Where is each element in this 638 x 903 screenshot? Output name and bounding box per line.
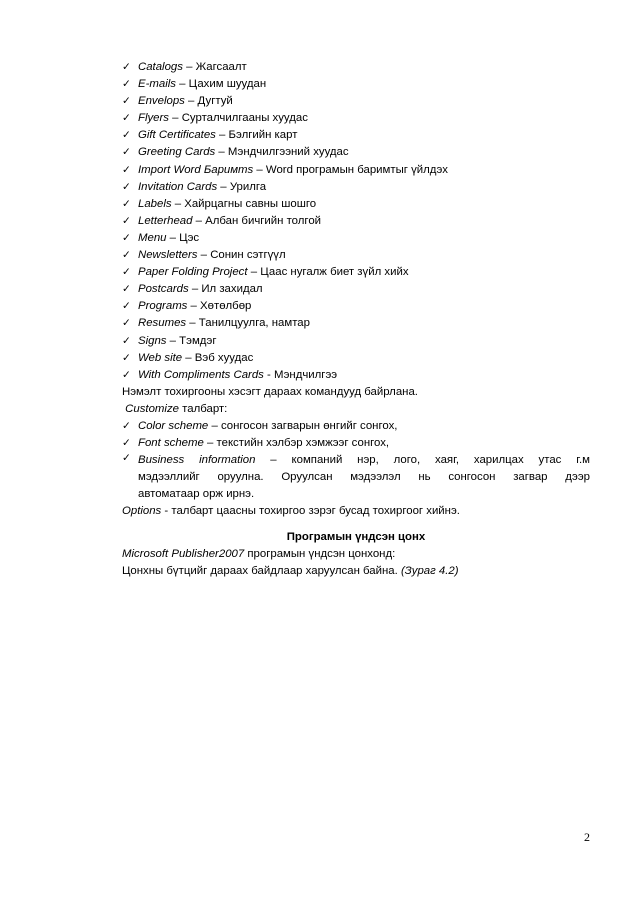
checkmark-icon: ✓ (122, 146, 131, 159)
template-list-item (122, 127, 590, 144)
business-line-1 (138, 452, 590, 469)
checkmark-icon: ✓ (122, 419, 131, 432)
checkmark-icon: ✓ (122, 231, 131, 244)
template-list-description: Хайрцагны савны шошго (184, 197, 317, 210)
checkmark-icon: ✓ (122, 249, 131, 262)
template-list-term: Menu (138, 231, 167, 244)
template-list-description: Цахим шуудан (188, 78, 267, 91)
template-list-item-text (138, 298, 251, 315)
template-list-term: Labels (138, 197, 172, 210)
template-list-separator: – (169, 112, 182, 125)
template-list-description: Тэмдэг (179, 334, 217, 347)
figure-reference: (Зураг 4.2) (400, 564, 459, 577)
checkmark-icon: ✓ (122, 180, 131, 193)
customize-list-separator: – (208, 419, 221, 432)
template-list-term: Paper Folding Project (138, 266, 248, 279)
template-list-separator: – (187, 300, 201, 313)
page-content (122, 59, 590, 580)
template-list-separator: – (247, 266, 261, 279)
template-list-item-text (138, 127, 297, 144)
template-list-description: Ил захидал (201, 283, 263, 296)
page-number: 2 (584, 830, 590, 844)
template-list-item (122, 281, 590, 298)
template-list-term: Web site (138, 351, 183, 364)
template-list-item (122, 298, 590, 315)
template-list-item-text (138, 367, 337, 384)
business-term: Business information (138, 454, 256, 467)
template-list-item-text (138, 350, 253, 367)
customize-list-term: Color scheme (138, 419, 209, 432)
template-list-description: Урилга (229, 180, 267, 193)
section-heading: Програмын үндсэн цонх (286, 530, 426, 543)
options-term: Options (122, 505, 162, 518)
template-list-term: Import Word Баримms (138, 163, 254, 176)
checkmark-icon: ✓ (122, 214, 131, 227)
template-list-separator: – (166, 334, 180, 347)
template-list-description: Албан бичгийн толгой (205, 214, 322, 227)
template-list-item-text (138, 144, 349, 161)
template-list-term: Letterhead (138, 214, 193, 227)
customize-term: Customize (125, 402, 179, 415)
template-list-item (122, 76, 590, 93)
template-list-separator: – (182, 351, 195, 364)
template-list-item (122, 179, 590, 196)
template-list-separator: – (188, 283, 202, 296)
checkmark-icon: ✓ (122, 452, 131, 465)
template-list-term: Flyers (138, 112, 170, 125)
customize-list-description: сонгосон загварын өнгийг сонгох, (220, 419, 398, 432)
template-list-term: Envelops (138, 95, 185, 108)
template-list-separator: – (215, 129, 229, 142)
template-list-item-text (138, 179, 266, 196)
template-list-item-text (138, 264, 409, 281)
template-list-term: Signs (138, 334, 167, 347)
checkmark-icon: ✓ (122, 78, 131, 91)
template-list-item-text (138, 196, 316, 213)
template-list-item (122, 144, 590, 161)
checkmark-icon: ✓ (122, 266, 131, 279)
checkmark-icon: ✓ (122, 300, 131, 313)
checkmark-icon: ✓ (122, 334, 131, 347)
options-text: - талбарт цаасны тохиргоо зэрэг бусад тохиргоог хийнэ. (161, 505, 460, 518)
template-list-description: Хөтөлбөр (200, 300, 252, 313)
template-list-separator: - (263, 368, 274, 381)
template-list-description: Жагсаалт (195, 61, 247, 73)
template-list-term: Gift Certificates (138, 129, 216, 142)
template-list-term: Catalogs (138, 61, 183, 73)
template-list-separator: – (215, 146, 228, 159)
checkmark-icon: ✓ (122, 197, 131, 210)
template-list-description: Сурталчилгааны хуудас (181, 112, 308, 125)
template-list-item (122, 350, 590, 367)
template-list-description: Танилцуулга, намтар (198, 317, 310, 330)
template-list-item-text (138, 230, 199, 247)
customize-list-separator: – (203, 437, 217, 450)
template-list-item (122, 315, 590, 332)
template-list-item-text (138, 247, 286, 264)
customize-list-item-text (138, 418, 397, 435)
window-structure-text: Цонхны бүтцийг дараах байдлаар харуулсан байна. (122, 564, 401, 577)
checkmark-icon: ✓ (122, 163, 131, 176)
intro-paragraph: Нэмэлт тохиргооны хэсэгт дараах командууд байрлана. (122, 385, 418, 398)
template-list-description: Сонин сэтгүүл (210, 249, 286, 262)
checkmark-icon: ✓ (122, 95, 131, 108)
template-list-item (122, 264, 590, 281)
template-list-separator: – (171, 197, 185, 210)
options-line (122, 503, 590, 520)
template-list-item-text (138, 162, 448, 179)
template-list-item (122, 247, 590, 264)
customize-list-item (122, 418, 590, 435)
checkmark-icon: ✓ (122, 129, 131, 142)
template-list-description: Word програмын баримтыг үйлдэх (265, 163, 448, 176)
template-list-description: Мэндчилгээний хуудас (227, 146, 349, 159)
spacer (122, 521, 590, 529)
template-list-term: With Compliments Cards (138, 368, 264, 381)
checkmark-icon: ✓ (122, 437, 131, 450)
customize-list-description: текстийн хэлбэр хэмжээг сонгох, (216, 437, 390, 450)
checkmark-icon: ✓ (122, 61, 131, 73)
checkmark-icon: ✓ (122, 368, 131, 381)
template-list-item (122, 196, 590, 213)
checkmark-icon: ✓ (122, 317, 131, 330)
customize-list-item-text (138, 435, 389, 452)
customize-list-item (122, 435, 590, 452)
template-list-term: E-mails (138, 78, 176, 91)
template-list-description: Цаас нугалж биет зүйл хийх (260, 266, 409, 279)
checkmark-icon: ✓ (122, 283, 131, 296)
template-list-term: Resumes (138, 317, 187, 330)
customize-line (122, 401, 590, 418)
template-list-item-text (138, 59, 247, 76)
customize-list-term: Font scheme (138, 437, 204, 450)
template-list-description: Бэлгийн карт (228, 129, 298, 142)
template-list-description: Цэс (179, 231, 200, 244)
template-list-description: Вэб хуудас (194, 351, 254, 364)
business-line-2: мэдээллийг оруулна. Оруулсан мэдээлэл нь сонгосон загвар дээр (138, 471, 590, 484)
template-list-item-text (138, 213, 321, 230)
template-list-description: Мэндчилгээ (273, 368, 338, 381)
template-list-description: Дугтуй (197, 95, 233, 108)
template-list-term: Postcards (138, 283, 189, 296)
template-list-item-text (138, 110, 308, 127)
business-line-1-text: – компаний нэр, лого, хаяг, харилцах утас г.м (255, 454, 590, 467)
template-list-item (122, 110, 590, 127)
template-list-separator: – (184, 95, 198, 108)
checkmark-icon: ✓ (122, 351, 131, 364)
ms-publisher-term: Microsoft Publisher2007 (122, 547, 245, 560)
template-list-term: Greeting Cards (138, 146, 216, 159)
template-list-item-text (138, 76, 266, 93)
template-list-item (122, 367, 590, 384)
template-list-separator: – (217, 180, 230, 193)
template-list-separator: – (192, 214, 206, 227)
template-list-item (122, 59, 590, 76)
template-list-term: Newsletters (138, 249, 198, 262)
template-list-term: Invitation Cards (138, 180, 218, 193)
window-structure-line (122, 563, 590, 580)
business-information-item (122, 452, 590, 503)
template-list-separator: – (197, 249, 211, 262)
template-list-term: Programs (138, 300, 188, 313)
template-list-item (122, 230, 590, 247)
template-list-separator: – (253, 163, 266, 176)
business-line-3: автоматаар орж ирнэ. (138, 488, 255, 501)
template-list-separator: – (182, 61, 196, 73)
template-list-item-text (138, 333, 217, 350)
template-list-item-text (138, 93, 233, 110)
template-list-separator: – (186, 317, 199, 330)
template-list-item-text (138, 281, 263, 298)
template-list-item-text (138, 315, 310, 332)
template-list-separator: – (175, 78, 189, 91)
ms-publisher-line (122, 546, 590, 563)
template-list-item (122, 333, 590, 350)
customize-list (122, 418, 590, 452)
template-list-item (122, 213, 590, 230)
template-list-item (122, 162, 590, 179)
ms-publisher-text: програмын үндсэн цонхонд: (244, 547, 396, 560)
template-list-item (122, 93, 590, 110)
checkmark-icon: ✓ (122, 112, 131, 125)
customize-text: талбарт: (178, 402, 228, 415)
template-list (122, 59, 590, 384)
template-list-separator: – (166, 231, 180, 244)
